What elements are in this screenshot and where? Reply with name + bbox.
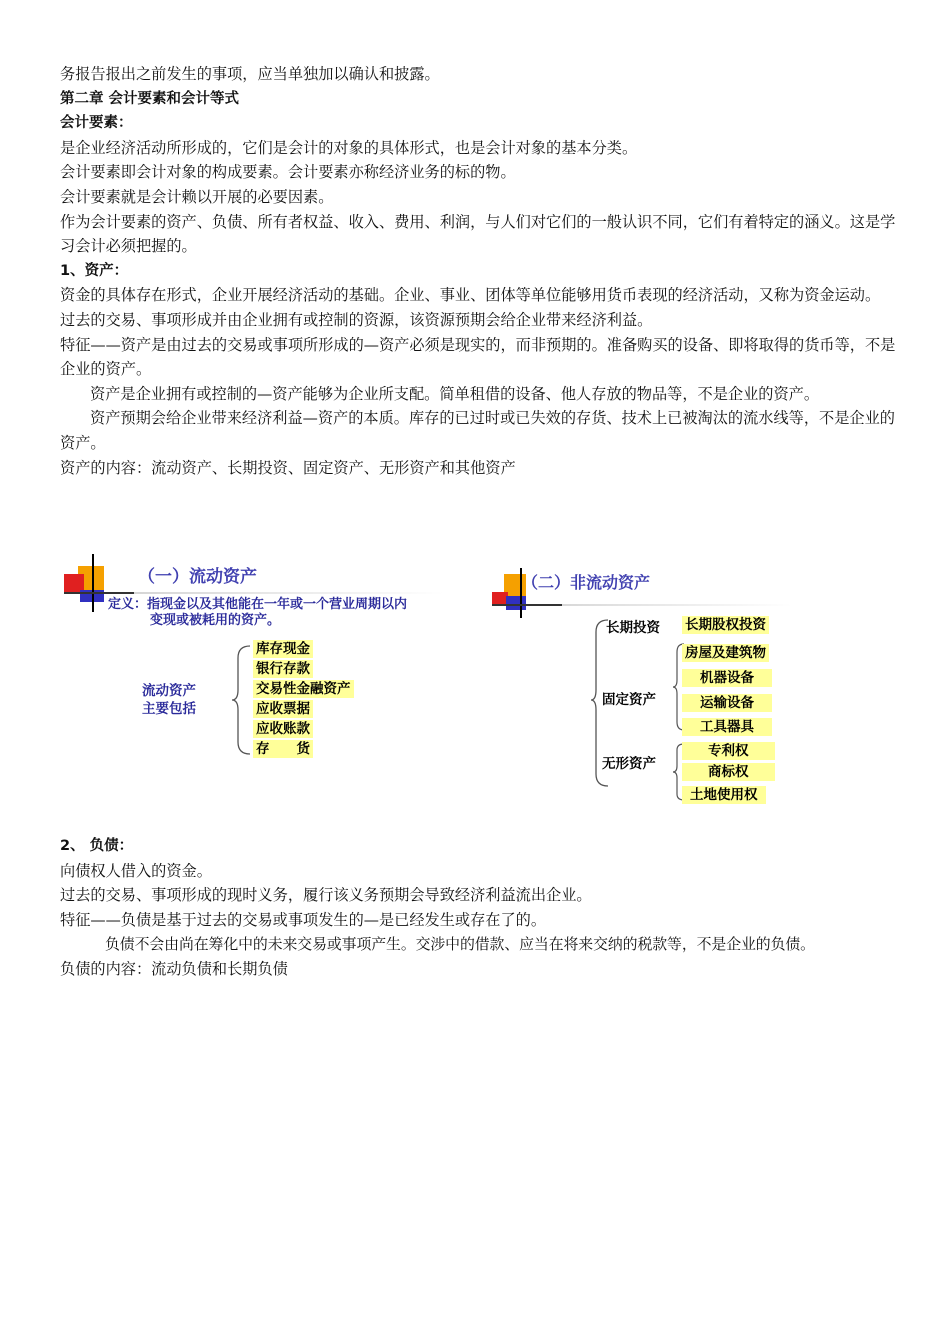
fixed-assets-label: 固定资产: [602, 692, 656, 708]
paragraph: 负债不会由尚在筹化中的未来交易或事项产生。交涉中的借款、应当在将来交纳的税款等，不是企业的负债。: [105, 935, 815, 954]
paragraph: 负债的内容：流动负债和长期负债: [60, 959, 288, 978]
section-heading: 2、 负债：: [60, 838, 134, 854]
group-label-line-2: 主要包括: [142, 701, 196, 717]
fixed-asset-item: 工具器具: [682, 718, 772, 736]
paragraph: 向债权人借入的资金。: [60, 861, 212, 880]
assets-diagram: [60, 548, 900, 808]
paragraph: 资产是企业拥有或控制的—资产能够为企业所支配。简单租借的设备、他人存放的物品等，不是企业的资产。: [90, 384, 819, 403]
current-asset-item: 库存现金: [253, 640, 313, 658]
fixed-asset-item: 房屋及建筑物: [682, 644, 769, 662]
intangible-asset-item: 土地使用权: [682, 786, 766, 804]
fixed-asset-item: 运输设备: [682, 694, 772, 712]
current-asset-item: 应收票据: [253, 700, 313, 718]
paragraph: 资产的内容：流动资产、长期投资、固定资产、无形资产和其他资产: [60, 458, 516, 477]
paragraph: 作为会计要素的资产、负债、所有者权益、收入、费用、利润，与人们对它们的一般认识不同，它们有着特定的涵义。这是学习会计必须把握的。: [60, 212, 896, 256]
paragraph: 会计要素就是会计赖以开展的必要因素。: [60, 187, 334, 206]
section-heading: 会计要素：: [60, 115, 133, 132]
non-current-assets-title: （二）非流动资产: [522, 573, 651, 592]
paragraph: 过去的交易、事项形成并由企业拥有或控制的资源，该资源预期会给企业带来经济利益。: [60, 310, 653, 329]
intangible-asset-item: 商标权: [682, 763, 775, 781]
paragraph: 务报告报出之前发生的事项，应当单独加以确认和披露。: [60, 65, 440, 83]
definition-line-2: 变现或被耗用的资产。: [150, 613, 281, 628]
paragraph: 特征——资产是由过去的交易或事项所形成的—资产必须是现实的，而非预期的。准备购买的设备、即将取得的货币等，不是企业的资产。: [60, 335, 896, 379]
deco-vline: [92, 554, 94, 612]
document-body-top: [60, 62, 902, 480]
current-assets-group-label: [142, 682, 196, 718]
deco-hline-dark: [492, 604, 562, 606]
current-asset-item: 应收账款: [253, 720, 313, 738]
paragraph: 会计要素即会计对象的构成要素。会计要素亦称经济业务的标的物。: [60, 163, 516, 182]
deco-blue-square: [506, 596, 526, 610]
paragraph: 资产预期会给企业带来经济利益—资产的本质。库存的已过时或已失效的存货、技术上已被淘汰的流水线等，不是企业的资产。: [60, 409, 895, 452]
deco-hline-dark: [64, 592, 134, 594]
current-asset-item: 存 货: [253, 740, 313, 758]
section-heading: 1、资产：: [60, 262, 129, 279]
paragraph: 资金的具体存在形式，企业开展经济活动的基础。企业、事业、团体等单位能够用货币表现的经济活动，又称为资金运动。: [60, 286, 881, 305]
intangible-assets-label: 无形资产: [602, 756, 656, 772]
long-term-investment-item: 长期股权投资: [682, 616, 769, 634]
intangible-asset-item: 专利权: [682, 742, 775, 760]
fixed-asset-item: 机器设备: [682, 669, 772, 687]
document-body-bottom: [60, 834, 920, 982]
current-assets-brace: [230, 644, 254, 756]
group-label-line-1: 流动资产: [142, 683, 196, 699]
current-asset-item: 银行存款: [253, 660, 313, 678]
chapter-heading: 第二章 会计要素和会计等式: [60, 90, 240, 107]
paragraph: 是企业经济活动所形成的，它们是会计的对象的具体形式，也是会计对象的基本分类。: [60, 138, 638, 157]
current-asset-item: 交易性金融资产: [253, 680, 354, 698]
current-assets-title: （一）流动资产: [138, 567, 257, 587]
definition-line-1: 定义：指现金以及其他能在一年或一个营业周期以内: [108, 597, 408, 612]
paragraph: 过去的交易、事项形成的现时义务，履行该义务预期会导致经济利益流出企业。: [60, 886, 592, 905]
paragraph: 特征——负债是基于过去的交易或事项发生的—是已经发生或存在了的。: [60, 910, 546, 929]
long-term-investment-label: 长期投资: [606, 620, 660, 636]
